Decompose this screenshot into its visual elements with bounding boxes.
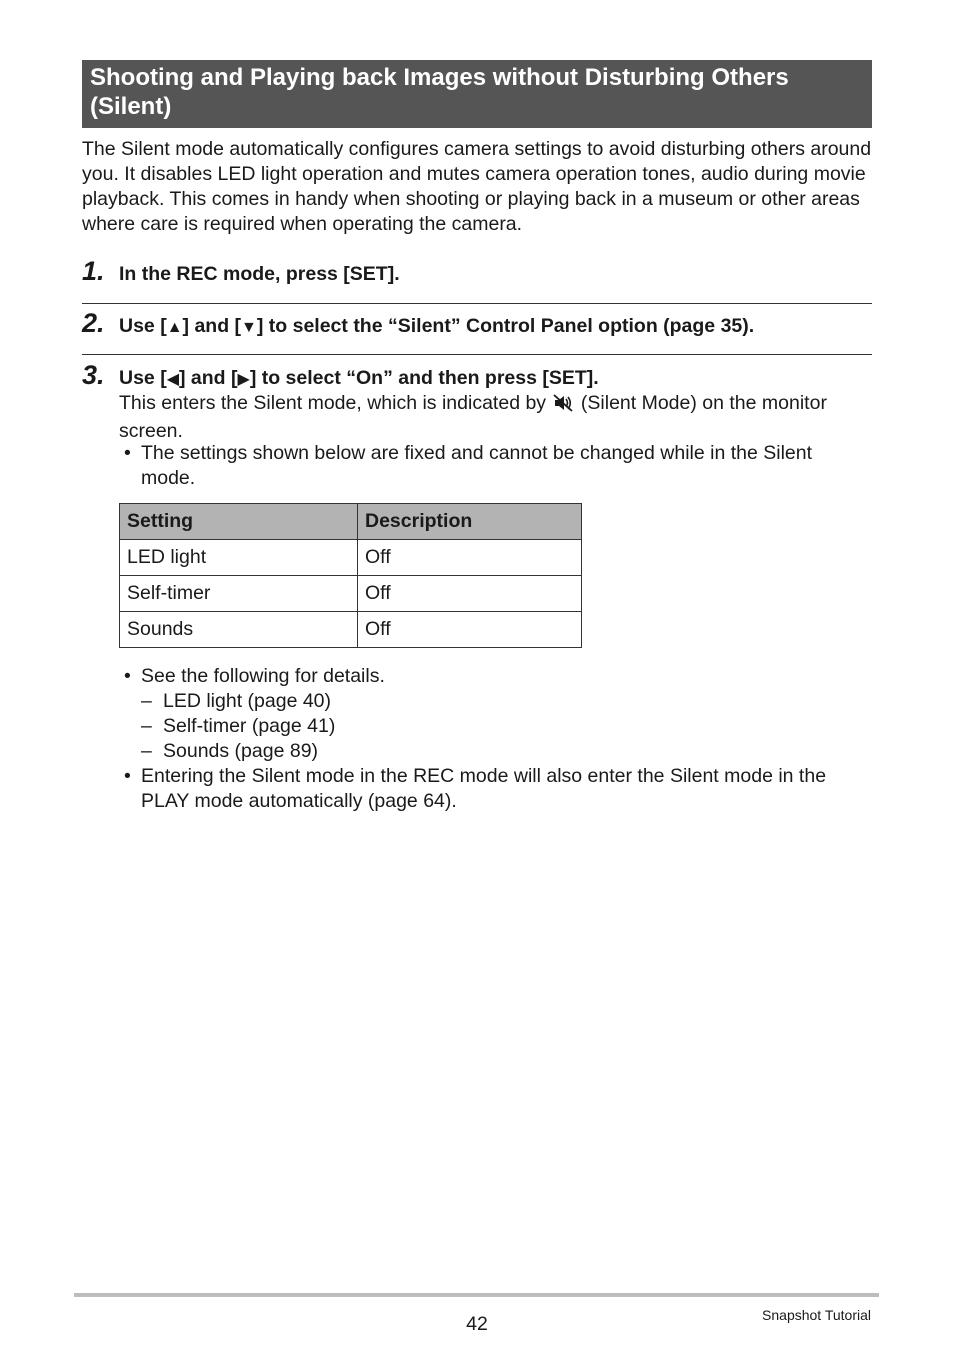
- step-1-number: 1.: [82, 256, 105, 286]
- table-row: [120, 540, 582, 576]
- cell-setting: Self-timer: [120, 576, 358, 612]
- step-divider-1: [82, 303, 872, 304]
- bullet-play-mode: • Entering the Silent mode in the REC mode will also enter the Silent mode in the PLAY mode automatically (page 64).: [124, 765, 827, 812]
- cell-setting: LED light: [120, 540, 358, 576]
- step-1-text: In the REC mode, press [SET].: [119, 263, 400, 285]
- bullet-dot: •: [124, 765, 131, 787]
- left-arrow-icon: ◀: [166, 371, 179, 388]
- step-divider-2: [82, 354, 872, 355]
- step-3-number: 3.: [82, 360, 105, 390]
- up-arrow-icon: ▲: [166, 319, 183, 336]
- step-2-number: 2.: [82, 308, 105, 338]
- sub-item-self-timer: – Self-timer (page 41): [141, 715, 336, 737]
- step-3-body: This enters the Silent mode, which is indicated by (Silent Mode) on the monitor screen.: [119, 392, 827, 442]
- down-arrow-icon: ▼: [241, 319, 257, 336]
- table-header-row: [120, 504, 582, 540]
- sub-item-sounds: – Sounds (page 89): [141, 740, 319, 762]
- intro-paragraph: The Silent mode automatically configures camera settings to avoid disturbing others around you. It disables LED light operation and mutes camera operation tones, audio during movie playback. This comes in handy when shooting or playing back in a museum or other areas where care is required when operating the camera.: [82, 138, 872, 235]
- step-3: [82, 360, 872, 390]
- step-3-text: Use [◀] and [▶] to select “On” and then press [SET].: [119, 367, 599, 389]
- right-arrow-icon: ▶: [237, 371, 250, 388]
- dash: –: [141, 740, 152, 762]
- bullet-see-details: • See the following for details.: [124, 665, 385, 687]
- silent-mode-icon: [553, 394, 573, 419]
- step-2: [82, 308, 872, 338]
- header-setting: Setting: [120, 504, 358, 540]
- step-2-text: Use [▲] and [▼] to select the “Silent” Control Panel option (page 35).: [119, 315, 755, 337]
- cell-description: Off: [358, 576, 582, 612]
- header-description: Description: [358, 504, 582, 540]
- table-row: [120, 576, 582, 612]
- step-1: [82, 256, 872, 286]
- dash: –: [141, 715, 152, 737]
- table-row: [120, 612, 582, 648]
- cell-description: Off: [358, 612, 582, 648]
- cell-description: Off: [358, 540, 582, 576]
- section-title: Shooting and Playing back Images without Disturbing Others (Silent): [82, 60, 872, 128]
- footer-section-title: Snapshot Tutorial: [762, 1307, 871, 1323]
- dash: –: [141, 690, 152, 712]
- settings-table: [119, 503, 582, 648]
- cell-setting: Sounds: [120, 612, 358, 648]
- footer-divider: [74, 1293, 879, 1297]
- bullet-dot: •: [124, 442, 131, 464]
- bullet-fixed-settings: • The settings shown below are fixed and cannot be changed while in the Silent mode.: [124, 442, 813, 489]
- page-number: 42: [466, 1313, 488, 1335]
- bullet-dot: •: [124, 665, 131, 687]
- sub-item-led-light: – LED light (page 40): [141, 690, 332, 712]
